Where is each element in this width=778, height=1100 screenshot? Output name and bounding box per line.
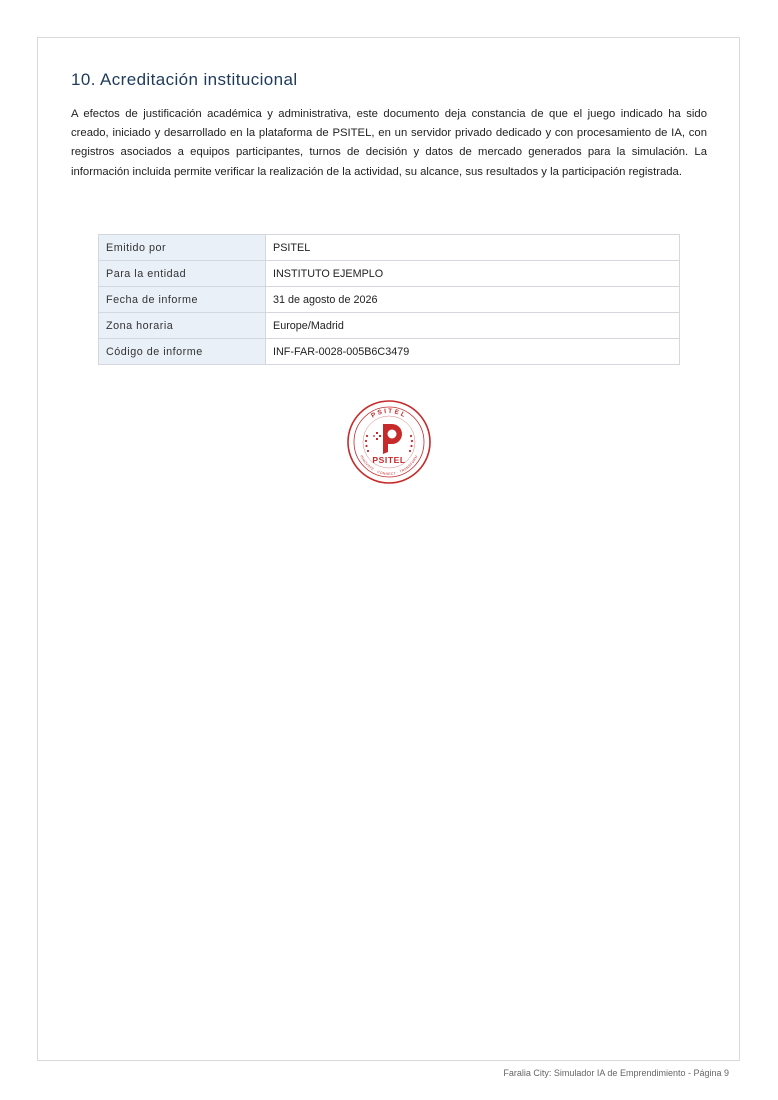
accreditation-table xyxy=(98,234,680,365)
table-row xyxy=(99,339,680,365)
page-frame xyxy=(37,37,740,1061)
row-label: Emitido por xyxy=(99,235,266,261)
row-label: Para la entidad xyxy=(99,261,266,287)
row-value: INF-FAR-0028-005B6C3479 xyxy=(266,339,680,365)
row-label: Zona horaria xyxy=(99,313,266,339)
svg-text:INNOVATE · CONNECT · TRANSFORM: INNOVATE · CONNECT · TRANSFORM xyxy=(359,454,419,477)
svg-text:PSITEL: PSITEL xyxy=(372,455,406,465)
row-value: PSITEL xyxy=(266,235,680,261)
table-row xyxy=(99,287,680,313)
row-value: INSTITUTO EJEMPLO xyxy=(266,261,680,287)
row-value: 31 de agosto de 2026 xyxy=(266,287,680,313)
table-row xyxy=(99,261,680,287)
page-footer: Faralia City: Simulador IA de Emprendimiento - Página 9 xyxy=(503,1068,729,1078)
section-title: 10. Acreditación institucional xyxy=(71,70,298,89)
table-row xyxy=(99,235,680,261)
psitel-seal-icon xyxy=(347,400,431,484)
row-value: Europe/Madrid xyxy=(266,313,680,339)
table-row xyxy=(99,313,680,339)
row-label: Fecha de informe xyxy=(99,287,266,313)
svg-text:PSITEL: PSITEL xyxy=(370,407,408,420)
row-label: Código de informe xyxy=(99,339,266,365)
intro-paragraph: A efectos de justificación académica y administrativa, este documento deja constancia de que el juego indicado ha sido creado, iniciado y desarrollado en la plataforma de PSITEL, en un servidor privado dedicado y con procesamiento de IA, con registros asociados a equipos participantes, turnos de decisión y datos de mercado generados para la simulación. La información incluida permite verificar la realización de la actividad, su alcance, sus resultados y la participación registrada. xyxy=(71,108,707,178)
